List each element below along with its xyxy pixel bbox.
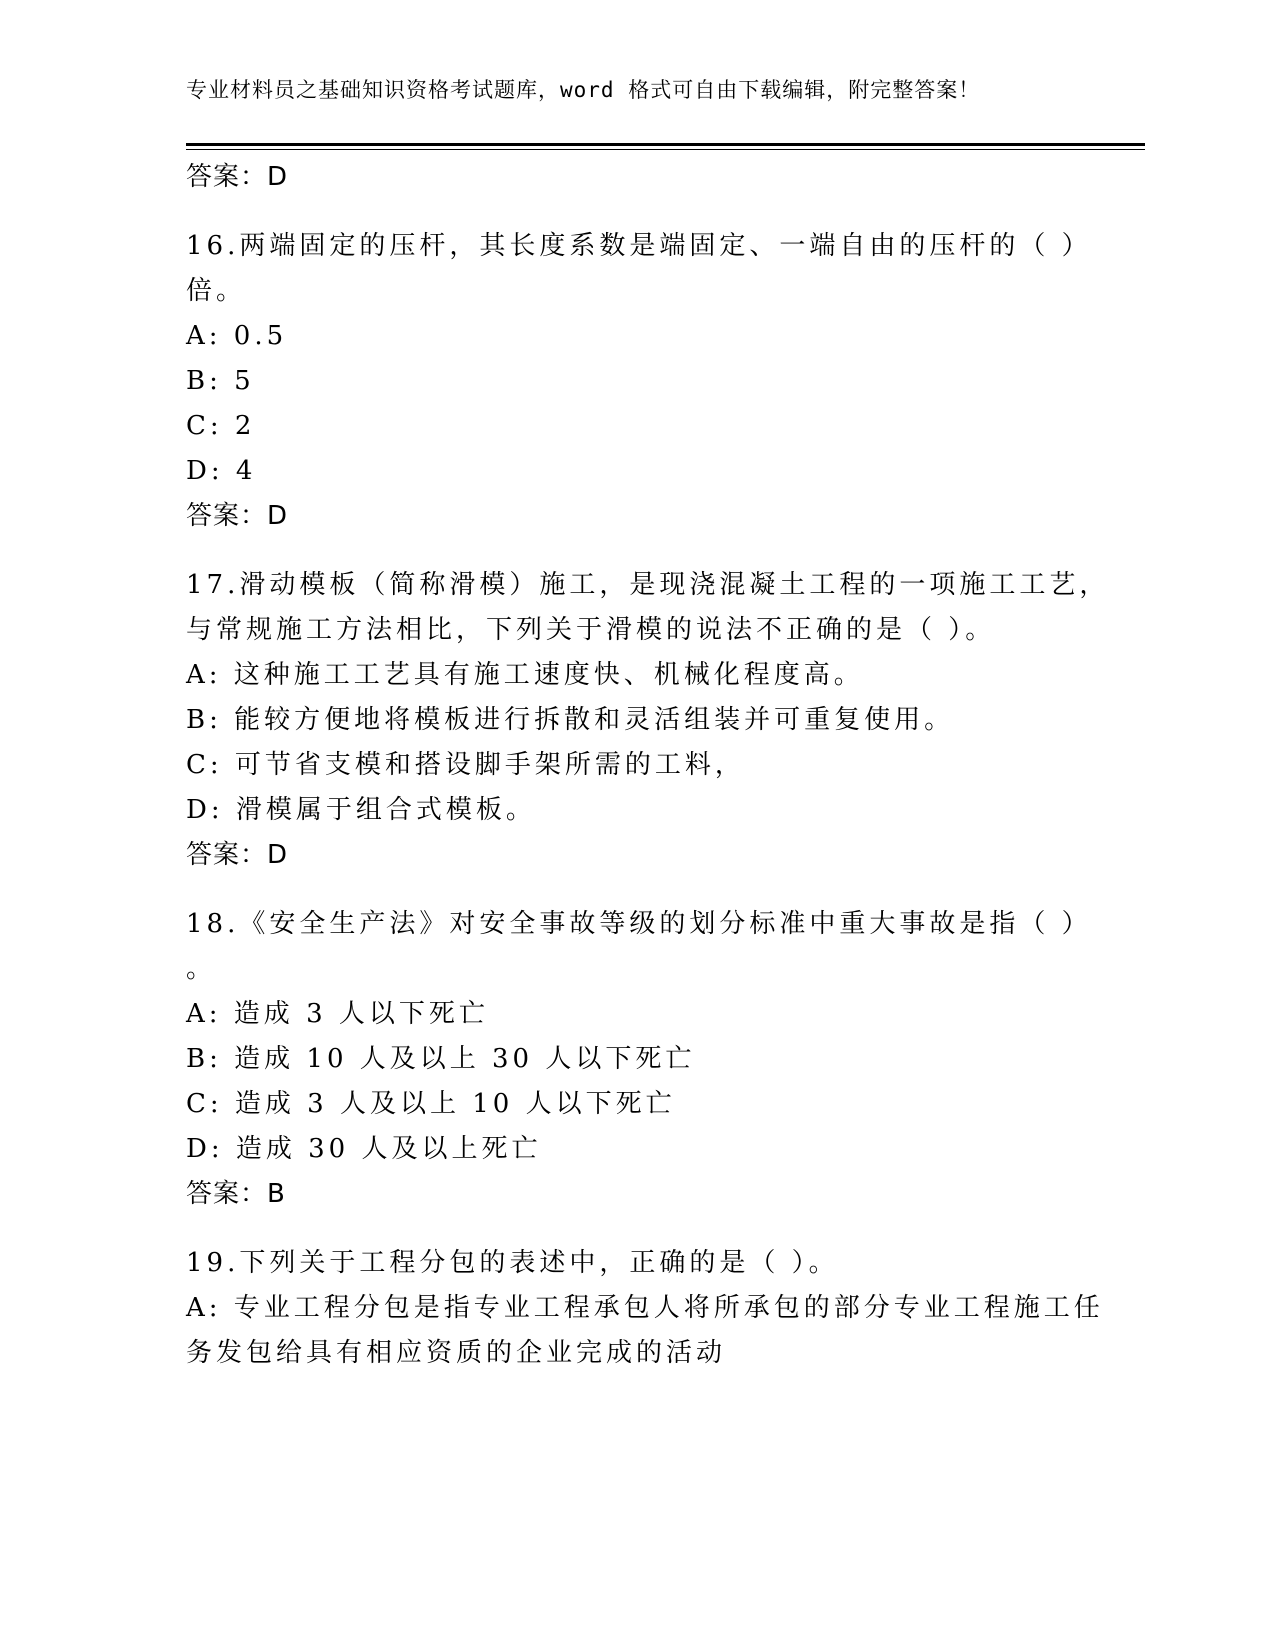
option-c: C: 2 [186,411,256,441]
page-header: 专业材料员之基础知识资格考试题库，word 格式可自由下载编辑，附完整答案！ [186,78,981,102]
option-a: A: 这种施工工艺具有施工速度快、机械化程度高。 [186,660,864,690]
answer: 答案：B [186,1179,286,1209]
option-c: C: 造成 3 人及以上 10 人以下死亡 [186,1089,676,1119]
option-a-continued: 务发包给具有相应资质的企业完成的活动 [186,1338,727,1368]
option-d: D: 滑模属于组合式模板。 [186,795,536,825]
question-stem: 16.两端固定的压杆，其长度系数是端固定、一端自由的压杆的（ ） [186,231,1092,261]
question-stem: 倍。 [186,276,247,306]
question-19 [186,1241,1104,1376]
option-b: B: 5 [186,366,255,396]
option-b: B: 能较方便地将模板进行拆散和灵活组装并可重复使用。 [186,705,955,735]
question-stem: 。 [186,954,217,984]
previous-answer: 答案：D [186,162,289,192]
answer: 答案：D [186,501,289,531]
header-rule-thick [186,143,1145,146]
option-c: C: 可节省支模和搭设脚手架所需的工料， [186,750,745,780]
option-a: A: 造成 3 人以下死亡 [186,999,489,1029]
question-17 [186,563,1110,878]
document-body [186,155,1110,1376]
option-d: D: 4 [186,456,257,486]
question-stem: 17.滑动模板（简称滑模）施工，是现浇混凝土工程的一项施工工艺， [186,570,1110,600]
option-a: A: 0.5 [186,321,288,351]
option-b: B: 造成 10 人及以上 30 人以下死亡 [186,1044,696,1074]
question-16 [186,224,1092,539]
question-stem: 18.《安全生产法》对安全事故等级的划分标准中重大事故是指（ ） [186,909,1092,939]
answer: 答案：D [186,840,289,870]
question-stem: 19.下列关于工程分包的表述中，正确的是（ ）。 [186,1248,839,1278]
option-a: A: 专业工程分包是指专业工程承包人将所承包的部分专业工程施工任 [186,1293,1104,1323]
option-d: D: 造成 30 人及以上死亡 [186,1134,542,1164]
question-18 [186,902,1092,1217]
question-stem: 与常规施工方法相比，下列关于滑模的说法不正确的是（ ）。 [186,615,996,645]
header-rule-thin [186,149,1145,150]
